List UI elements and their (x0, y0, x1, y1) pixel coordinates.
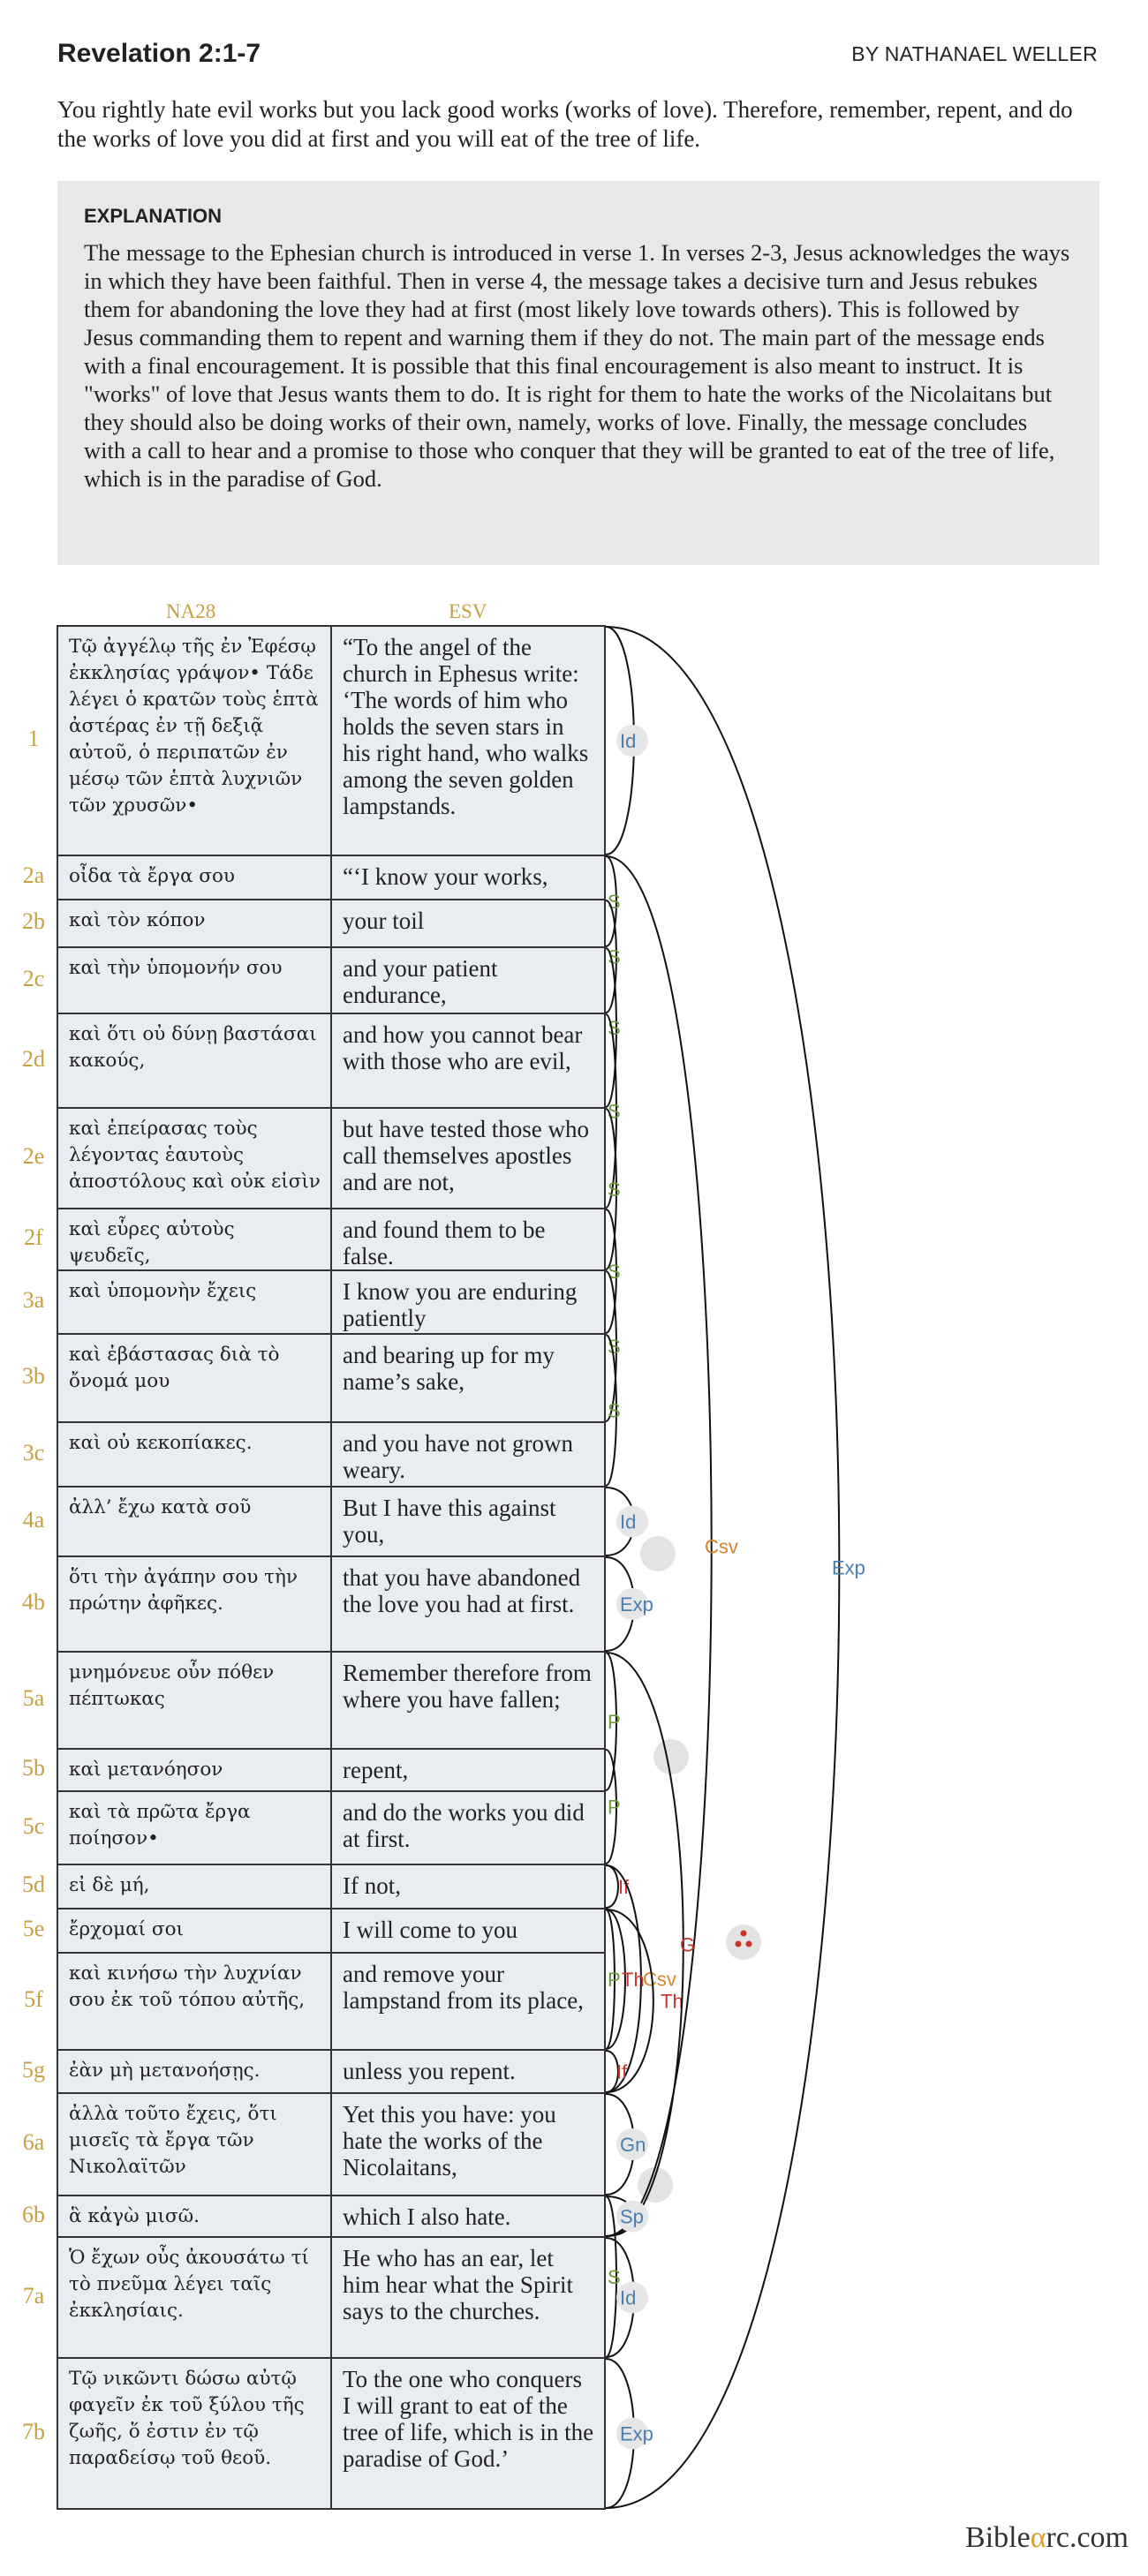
english-text-cell: which I also hate. (330, 2195, 606, 2238)
verse-number: 2a (22, 862, 45, 888)
greek-text-cell: καὶ ἐπείρασας τοὺς λέγοντας ἑαυτοὺς ἀποστόλους καὶ οὐκ εἰσὶν (57, 1107, 332, 1209)
footer-brand-logo (965, 2521, 1129, 2555)
relation-label: Csv (643, 1968, 676, 1991)
relation-label: Exp (832, 1556, 865, 1579)
relation-label: S (608, 1261, 621, 1283)
relation-label: Gn (620, 2134, 646, 2156)
relation-label: Id (620, 2286, 637, 2309)
greek-text-cell: καὶ ὅτι οὐ δύνῃ βαστάσαι κακούς, (57, 1013, 332, 1109)
verse-number: 5d (22, 1872, 45, 1897)
verse-number: 4a (22, 1506, 45, 1533)
greek-text-cell: καὶ οὐ κεκοπίακες. (57, 1421, 332, 1488)
summary-text: You rightly hate evil works but you lack good works (works of love). Therefore, remember, repent, and do the works of love you did at first and you will eat of the tree of life. (57, 96, 1073, 152)
relation-label: Th (661, 1990, 684, 2013)
english-text-cell: and your patient endurance, (330, 946, 606, 1014)
relation-label: If (618, 1876, 630, 1898)
page-title: Revelation 2:1-7 (57, 39, 261, 68)
relation-label: S (608, 1336, 621, 1358)
verse-number: 6b (22, 2201, 45, 2227)
verse-number: 7b (22, 2418, 45, 2444)
verse-number: 2d (22, 1045, 45, 1072)
relation-label: G (680, 1933, 696, 1956)
footer-brand-prefix: Bible (965, 2521, 1031, 2554)
verse-number: 3a (22, 1287, 45, 1313)
relation-label: If (616, 2060, 628, 2083)
greek-text-cell: ὅτι τὴν ἀγάπην σου τὴν πρώτην ἀφῆκες. (57, 1555, 332, 1653)
greek-text-cell: Ὁ ἔχων οὖς ἀκουσάτω τί τὸ πνεῦμα λέγει ταῖς ἐκκλησίαις. (57, 2236, 332, 2359)
english-text-cell: and do the works you did at first. (330, 1790, 606, 1865)
relation-label: Exp (620, 1593, 653, 1616)
relation-label: S (608, 891, 621, 913)
relation-label: Id (620, 730, 637, 752)
verse-number: 6a (22, 2129, 45, 2155)
verse-number: 7a (22, 2282, 45, 2309)
verse-number: 2f (24, 1224, 43, 1250)
node-marker (638, 2167, 673, 2203)
node-marker (653, 1739, 689, 1774)
verse-number: 5e (22, 1916, 45, 1941)
greek-text-cell: ἔρχομαί σοι (57, 1908, 332, 1954)
greek-text-cell: εἰ δὲ μή, (57, 1864, 332, 1909)
relation-label: S (608, 2266, 621, 2288)
greek-text-cell: καὶ κινήσω τὴν λυχνίαν σου ἐκ τοῦ τόπου αὐτῆς, (57, 1952, 332, 2051)
greek-text-cell: μνημόνευε οὖν πόθεν πέπτωκας (57, 1651, 332, 1750)
english-text-cell: He who has an ear, let him hear what the Spirit says to the churches. (330, 2236, 606, 2359)
english-text-cell: and bearing up for my name’s sake, (330, 1333, 606, 1423)
explanation-heading: EXPLANATION (84, 205, 223, 227)
relation-label: Id (620, 1510, 637, 1533)
english-text-cell: I will come to you (330, 1908, 606, 1954)
english-text-cell: “‘I know your works, (330, 855, 606, 900)
verse-number: 4b (22, 1589, 45, 1615)
english-text-cell: and found them to be false. (330, 1208, 606, 1271)
english-text-cell: and how you cannot bear with those who are evil, (330, 1013, 606, 1109)
footer-brand-suffix: rc.com (1046, 2521, 1129, 2554)
verse-number: 5g (22, 2056, 45, 2083)
explanation-text: The message to the Ephesian church is introduced in verse 1. In verses 2-3, Jesus acknowledges the ways in which they have been faithful. Then in verse 4, the message takes a decisive turn and Jesus rebukes them for abandoning the love they had at first (most likely love towards others). This is followed by Jesus commanding them to repent and warning them if they do not. The main part of the message ends with a final encouragement. It is possible that this final encouragement is also meant to instruct. It is "works" of love that Jesus wants them to do. It is right for them to hate the works of the Nicolaitans but they should also be doing works of their own, namely, works of love. Finally, the message concludes with a call to hear and a promise to those who conquer that they will be granted to eat of the tree of life, which is in the paradise of God. (84, 239, 1070, 492)
verse-number: 5c (22, 1812, 45, 1839)
node-marker (640, 1536, 676, 1571)
relation-label: S (608, 1017, 621, 1039)
english-text-cell: “To the angel of the church in Ephesus write: ‘The words of him who holds the seven stars in his right hand, who walks among the seven golden lampstands. (330, 625, 606, 856)
english-text-cell: Remember therefore from where you have fallen; (330, 1651, 606, 1750)
verse-number: 2b (22, 908, 45, 934)
english-text-cell: Yet this you have: you hate the works of the Nicolaitans, (330, 2092, 606, 2196)
column-header-english: ESV (449, 600, 487, 622)
greek-text-cell: καὶ ἐβάστασας διὰ τὸ ὄνομά μου (57, 1333, 332, 1423)
english-text-cell: but have tested those who call themselves apostles and are not, (330, 1107, 606, 1209)
greek-text-cell: Τῷ ἀγγέλῳ τῆς ἐν Ἐφέσῳ ἐκκλησίας γράψον• Τάδε λέγει ὁ κρατῶν τοὺς ἑπτὰ ἀστέρας ἐν τῇ δεξιᾷ αὐτοῦ, ὁ περιπατῶν ἐν μέσῳ τῶν ἑπτὰ λυχνιῶν τῶν χρυσῶν• (57, 625, 332, 856)
verse-number: 2e (22, 1143, 45, 1169)
column-header-greek: NA28 (166, 600, 216, 622)
relation-label: S (608, 945, 621, 968)
greek-text-cell: καὶ μετανόησον (57, 1748, 332, 1792)
relation-label: S (608, 1100, 621, 1123)
english-text-cell: repent, (330, 1748, 606, 1792)
greek-text-cell: ἃ κἀγὼ μισῶ. (57, 2195, 332, 2238)
greek-text-cell: καὶ τὸν κόπον (57, 899, 332, 948)
verse-number: 5b (22, 1755, 45, 1781)
relation-arc (606, 1865, 618, 1908)
verse-number: 5f (24, 1986, 43, 2012)
english-text-cell: and you have not grown weary. (330, 1421, 606, 1488)
relation-label: S (608, 1399, 621, 1422)
relation-label: Sp (620, 2205, 644, 2228)
verse-number: 3b (22, 1363, 45, 1389)
relation-label: Exp (620, 2422, 653, 2445)
node-marker (726, 1924, 761, 1960)
greek-text-cell: ἀλλ’ ἔχω κατὰ σοῦ (57, 1486, 332, 1557)
english-text-cell: But I have this against you, (330, 1486, 606, 1557)
greek-text-cell: ἐὰν μὴ μετανοήσῃς. (57, 2049, 332, 2094)
greek-text-cell: Τῷ νικῶντι δώσω αὐτῷ φαγεῖν ἐκ τοῦ ξύλου τῆς ζωῆς, ὅ ἐστιν ἐν τῷ παραδείσῳ τοῦ θεοῦ. (57, 2357, 332, 2510)
english-text-cell: that you have abandoned the love you had at first. (330, 1555, 606, 1653)
greek-text-cell: καὶ τὰ πρῶτα ἔργα ποίησον• (57, 1790, 332, 1865)
verse-number: 3c (22, 1439, 45, 1465)
footer-brand-mark: α (1030, 2521, 1046, 2554)
english-text-cell: If not, (330, 1864, 606, 1909)
verse-number: 5a (22, 1685, 45, 1711)
english-text-cell: your toil (330, 899, 606, 948)
greek-text-cell: καὶ τὴν ὑπομονήν σου (57, 946, 332, 1014)
relation-label: P (608, 1796, 621, 1819)
english-text-cell: and remove your lampstand from its place, (330, 1952, 606, 2051)
relation-label: P (608, 1711, 621, 1733)
node-dot (741, 1931, 747, 1937)
greek-text-cell: οἶδα τὰ ἔργα σου (57, 855, 332, 900)
greek-text-cell: καὶ εὗρες αὐτοὺς ψευδεῖς, (57, 1208, 332, 1271)
verse-number: 2c (22, 965, 45, 991)
english-text-cell: I know you are enduring patiently (330, 1269, 606, 1335)
relation-label: Csv (705, 1535, 738, 1558)
greek-text-cell: ἀλλὰ τοῦτο ἔχεις, ὅτι μισεῖς τὰ ἔργα τῶν Νικολαϊτῶν (57, 2092, 332, 2196)
verse-number: 1 (27, 726, 40, 751)
relation-label: P (608, 1969, 621, 1991)
node-dot (746, 1941, 752, 1947)
relation-label: S (608, 1179, 621, 1201)
node-dot (736, 1941, 742, 1947)
relation-label: Th (622, 1969, 645, 1991)
english-text-cell: To the one who conquers I will grant to eat of the tree of life, which is in the paradise of God.’ (330, 2357, 606, 2510)
english-text-cell: unless you repent. (330, 2049, 606, 2094)
author-byline: BY NATHANAEL WELLER (851, 42, 1098, 65)
greek-text-cell: καὶ ὑπομονὴν ἔχεις (57, 1269, 332, 1335)
